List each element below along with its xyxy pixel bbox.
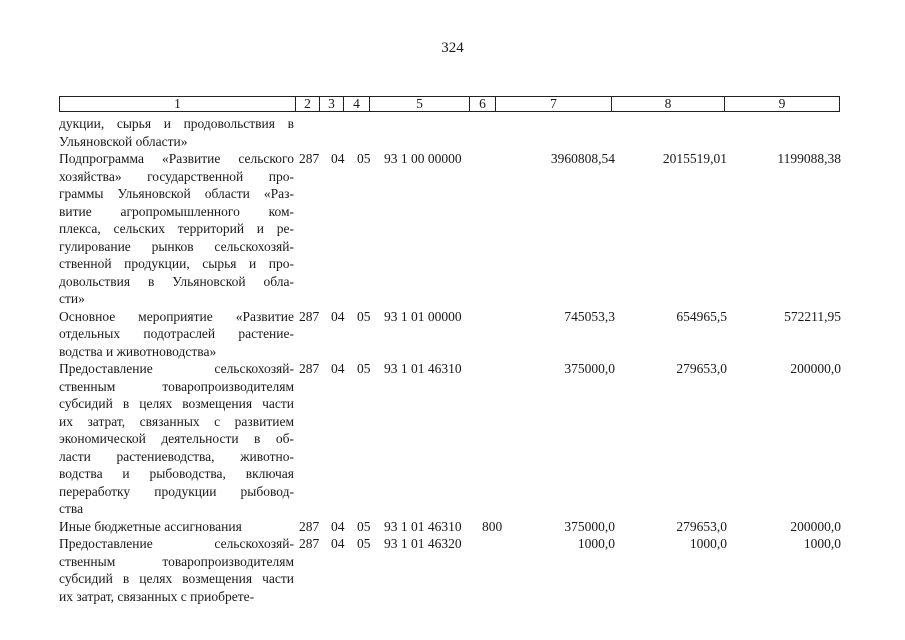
cell-c7: 1000,0	[577, 536, 615, 551]
cell-c4: 05	[357, 361, 371, 376]
cell-c5: 93 1 01 46320	[384, 536, 462, 551]
table-row	[59, 360, 849, 518]
cell-c4: 05	[357, 518, 371, 534]
cell-c4: 05	[357, 151, 371, 166]
row-name-line: ства	[59, 501, 84, 516]
cell-c2: 287	[299, 361, 320, 376]
row-name-line: водства и животноводства»	[59, 343, 217, 359]
cell-c5: 93 1 01 46310	[384, 361, 462, 376]
cell-c4: 05	[357, 536, 371, 551]
header-col-9: 9	[778, 96, 786, 111]
cell-c9: 200000,0	[790, 518, 841, 534]
cell-c3: 04	[331, 308, 345, 324]
header-col-7: 7	[496, 97, 612, 111]
table-row	[59, 518, 849, 536]
row-name	[59, 115, 294, 150]
row-name	[59, 360, 294, 518]
row-name	[59, 518, 294, 536]
row-name-line: субсидий в целях возмещения части	[59, 396, 294, 411]
cell-c5: 93 1 01 46310	[384, 518, 462, 534]
cell-c5: 93 1 00 00000	[384, 151, 462, 166]
row-name-line: граммы Ульяновской области «Раз-	[59, 186, 294, 201]
cell-c3: 04	[331, 361, 345, 376]
row-name	[59, 535, 294, 605]
row-name-line: Предоставление сельскохозяй-	[59, 361, 294, 376]
cell-c9: 1199088,38	[777, 151, 841, 166]
row-name-line: довольствия в Ульяновской обла-	[59, 273, 294, 289]
cell-c8: 279653,0	[676, 518, 727, 534]
cell-c8: 2015519,01	[662, 151, 727, 166]
row-name	[59, 150, 294, 308]
row-name-line: дукции, сырья и продовольствия в	[59, 116, 294, 131]
header-col-6: 6	[470, 97, 496, 111]
row-name-line: ственным товаропроизводителям	[59, 378, 294, 394]
row-name-line: хозяйства» государственной про-	[59, 168, 294, 184]
cell-c9: 1000,0	[803, 536, 841, 551]
row-name-line: Основное мероприятие «Развитие	[59, 308, 294, 324]
cell-c4: 05	[357, 308, 371, 324]
row-name	[59, 308, 294, 361]
cell-c5: 93 1 01 00000	[384, 308, 462, 324]
header-col-2: 2	[296, 97, 320, 111]
cell-c8: 654965,5	[676, 308, 727, 324]
row-name-line: водства и рыбоводства, включая	[59, 466, 294, 481]
row-name-line: отдельных подотраслей растение-	[59, 326, 294, 341]
cell-c7: 3960808,54	[550, 151, 615, 166]
row-name-line: Ульяновской области»	[59, 133, 188, 149]
row-name-line: гулирование рынков сельскохозяй-	[59, 238, 294, 254]
table-row	[59, 115, 849, 150]
row-name-line: переработку продукции рыбовод-	[59, 483, 294, 499]
header-col-1: 1	[60, 97, 296, 111]
header-col-5: 5	[370, 97, 470, 111]
row-name-line: витие агропромышленного ком-	[59, 203, 294, 219]
cell-c9: 200000,0	[790, 361, 841, 376]
header-col-4: 4	[344, 97, 370, 111]
cell-c8: 279653,0	[676, 361, 727, 376]
header-col-8: 8	[612, 97, 725, 111]
cell-c2: 287	[299, 518, 320, 534]
cell-c2: 287	[299, 536, 320, 551]
row-name-line: Предоставление сельскохозяй-	[59, 536, 294, 551]
row-name-line: ственной продукции, сырья и про-	[59, 256, 294, 271]
cell-c2: 287	[299, 308, 320, 324]
row-name-line: ласти растениеводства, животно-	[59, 448, 294, 464]
cell-c3: 04	[331, 518, 345, 534]
row-name-line: ственным товаропроизводителям	[59, 553, 294, 569]
row-name-line: плекса, сельских территорий и ре-	[59, 221, 294, 236]
page-number: 324	[441, 40, 464, 56]
table-row	[59, 308, 849, 361]
row-name-line: субсидий в целях возмещения части	[59, 571, 294, 586]
cell-c6: 800	[482, 518, 503, 534]
table-row	[59, 535, 849, 605]
row-name-line: их затрат, связанных с развитием	[59, 413, 294, 429]
row-name-line: Иные бюджетные ассигнования	[59, 518, 242, 534]
cell-c7: 375000,0	[564, 361, 615, 376]
header-col-3: 3	[320, 97, 344, 111]
cell-c2: 287	[299, 151, 320, 166]
cell-c7: 745053,3	[564, 308, 615, 324]
cell-c3: 04	[331, 536, 345, 551]
row-name-line: Подпрограмма «Развитие сельского	[59, 151, 294, 166]
cell-c7: 375000,0	[564, 518, 615, 534]
row-name-line: сти»	[59, 291, 85, 306]
table-row	[59, 150, 849, 308]
cell-c3: 04	[331, 151, 345, 166]
cell-c8: 1000,0	[689, 536, 727, 551]
cell-c9: 572211,95	[784, 308, 841, 324]
table-header-row	[59, 96, 840, 112]
row-name-line: их затрат, связанных с приобрете-	[59, 588, 255, 604]
row-name-line: экономической деятельности в об-	[59, 431, 294, 446]
